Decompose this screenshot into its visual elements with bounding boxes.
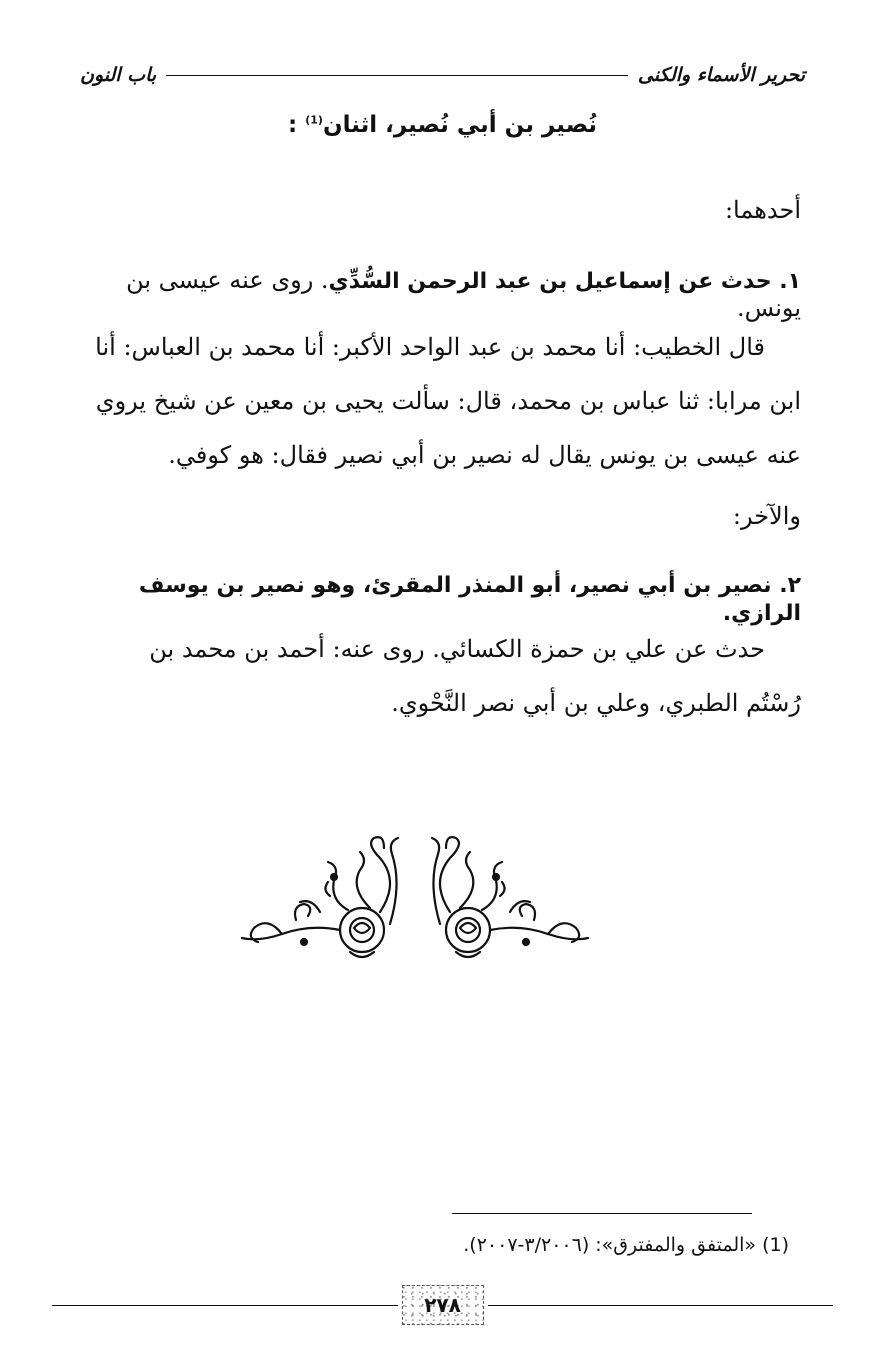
page-footer (52, 1280, 833, 1330)
header-rule (166, 75, 628, 76)
footnote-text: «المتفق والمفترق»: (٣/٢٠٠٦-٢٠٠٧). (463, 1234, 757, 1256)
second-item (72, 570, 801, 626)
first-item-rest: . روى عنه عيسى بن يونس. (126, 266, 801, 322)
paragraph-line: قال الخطيب: أنا محمد بن عبد الواحد الأكبر: أنا محمد بن العباس: أنا (95, 333, 765, 361)
first-paragraph (72, 320, 801, 482)
entry-heading-colon: : (288, 112, 298, 138)
footer-rule (52, 1305, 398, 1306)
paragraph-line: رُسْتُم الطبري، وعلي بن أبي نصر النَّحْوي. (391, 689, 801, 717)
footnote-rule (452, 1213, 752, 1214)
first-item-number: ١. (779, 269, 801, 294)
floral-ornament-icon (230, 832, 600, 982)
book-title: تحرير الأسماء والكنى (637, 64, 805, 86)
paragraph-line: حدث عن علي بن حمزة الكسائي. روى عنه: أحمد بن محمد بن (149, 635, 765, 663)
second-item-number: ٢. (779, 573, 801, 598)
paragraph-line: عنه عيسى بن يونس يقال له نصير بن أبي نصير فقال: هو كوفي. (168, 441, 801, 469)
footnote-ref[interactable]: (1) (305, 113, 323, 127)
first-item (72, 266, 801, 322)
section-title: باب النون (80, 64, 157, 86)
entry-heading (0, 112, 885, 138)
page-number: ٢٧٨ (402, 1285, 484, 1325)
running-header (80, 58, 805, 92)
second-item-bold: نصير بن أبي نصير، أبو المنذر المقرئ، وهو نصير بن يوسف الرازي. (138, 573, 801, 626)
first-item-bold: حدث عن إسماعيل بن عبد الرحمن السُّدِّي (328, 269, 772, 294)
paragraph-line: ابن مرابا: ثنا عباس بن محمد، قال: سألت يحيى بن معين عن شيخ يروي (95, 387, 801, 415)
footnote (463, 1234, 789, 1256)
second-paragraph (72, 622, 801, 730)
footer-rule (488, 1305, 834, 1306)
first-label: أحدهما: (724, 196, 801, 224)
entry-heading-text: نُصير بن أبي نُصير، اثنان (322, 112, 597, 138)
footnote-marker: (1) (762, 1234, 789, 1256)
second-label: والآخر: (732, 502, 801, 530)
